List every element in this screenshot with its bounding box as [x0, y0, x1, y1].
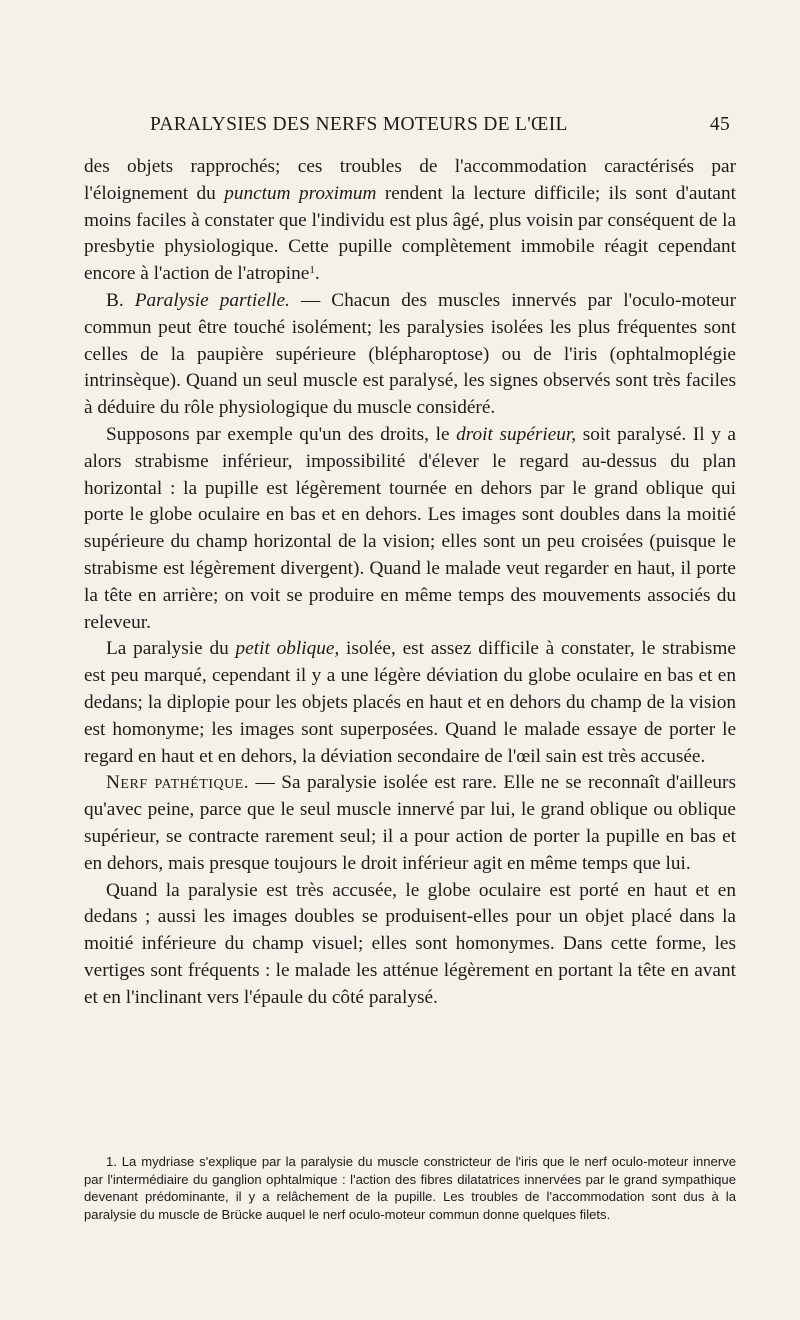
section-heading-nerf-pathetique: Nerf pathétique. [106, 772, 250, 794]
footnote-ref: 1 [309, 264, 315, 277]
paragraph-5: Nerf pathétique. — Sa paralysie isolée est rare. Elle ne se reconnaît d'ailleurs qu'avec peine, parce que le seul muscle innervé par lui, le grand oblique ou oblique supérieur, se contracte rarement seul; il a pour action de porter la pupille en bas et en dehors, mais presque toujours le droit inférieur agit en même temps que lui. [84, 772, 736, 874]
page-number: 45 [709, 114, 730, 135]
footnote-1: 1. La mydriase s'explique par la paralysie du muscle constricteur de l'iris que le nerf oculo-moteur innerve par l'intermédiaire du ganglion ophtalmique : l'action des fibres dilatatrices innervées par le grand sympathique devenant prédominante, il y a relâchement de la pupille. Les troubles de l'accommodation sont dus à la paralysie du muscle de Brücke auquel le nerf oculo-moteur commun donne quelques filets. [84, 1154, 736, 1222]
body-text [84, 154, 736, 1012]
paragraph-6: Quand la paralysie est très accusée, le globe oculaire est porté en haut et en dedans ; aussi les images doubles se produisent-elles pour un objet placé dans la moitié inférieure du champ visuel; elles sont homonymes. Dans cette forme, les vertiges sont fréquents : le malade les atténue légèrement en portant la tête en avant et en l'inclinant vers l'épaule du côté paralysé. [84, 879, 736, 1008]
section-heading-paralysie-partielle: Paralysie partielle. [134, 289, 290, 311]
paragraph-4: La paralysie du petit oblique, isolée, est assez difficile à constater, le strabisme est peu marqué, cependant il y a une légère déviation du globe oculaire en bas et en dedans; la diplopie pour les objets placés en haut et en dehors du champ de la vision est homonyme; les images sont superposées. Quand le malade essaye de porter le regard en haut et en dehors, la déviation secondaire de l'œil sain est très accusée. [84, 638, 736, 767]
latin-term: punctum proximum [224, 182, 377, 204]
paragraph-3: Supposons par exemple qu'un des droits, le droit supérieur, soit paralysé. Il y a alors strabisme inférieur, impossibilité d'élever le regard au-dessus du plan horizontal : la pupille est légèrement tournée en dehors par le grand oblique qui porte le globe oculaire en bas et en dehors. Les images sont doubles dans la moitié supérieure du champ horizontal de la vision; elles sont un peu croisées (puisque le strabisme est légèrement divergent). Quand le malade veut regarder en haut, il porte la tête en arrière; on voit se produire en même temps des mouvements associés du releveur. [84, 423, 736, 633]
running-title: PARALYSIES DES NERFS MOTEURS DE L'ŒIL [150, 114, 568, 135]
term-petit-oblique: petit oblique, [235, 638, 340, 660]
paragraph-2: B. Paralysie partielle. — Chacun des muscles innervés par l'oculo-moteur commun peut être touché isolément; les paralysies isolées les plus fréquentes sont celles de la paupière supérieure (blépharoptose) ou de l'iris (ophtalmoplégie intrinsèque). Quand un seul muscle est paralysé, les signes observés sont très faciles à déduire du rôle physiologique du muscle considéré. [84, 289, 736, 419]
paragraph-1: des objets rapprochés; ces troubles de l'accommodation caractérisés par l'éloignement du punctum proximum rendent la lecture difficile; ils sont d'autant moins faciles à constater que l'individu est plus âgé, plus voisin par conséquent de la presbytie physiologique. Cette pupille complètement immobile réagit cependant encore à l'action de l'atropine$^1$. [84, 156, 736, 285]
term-droit-superieur: droit supérieur, [456, 423, 577, 445]
footnotes [84, 1153, 736, 1223]
